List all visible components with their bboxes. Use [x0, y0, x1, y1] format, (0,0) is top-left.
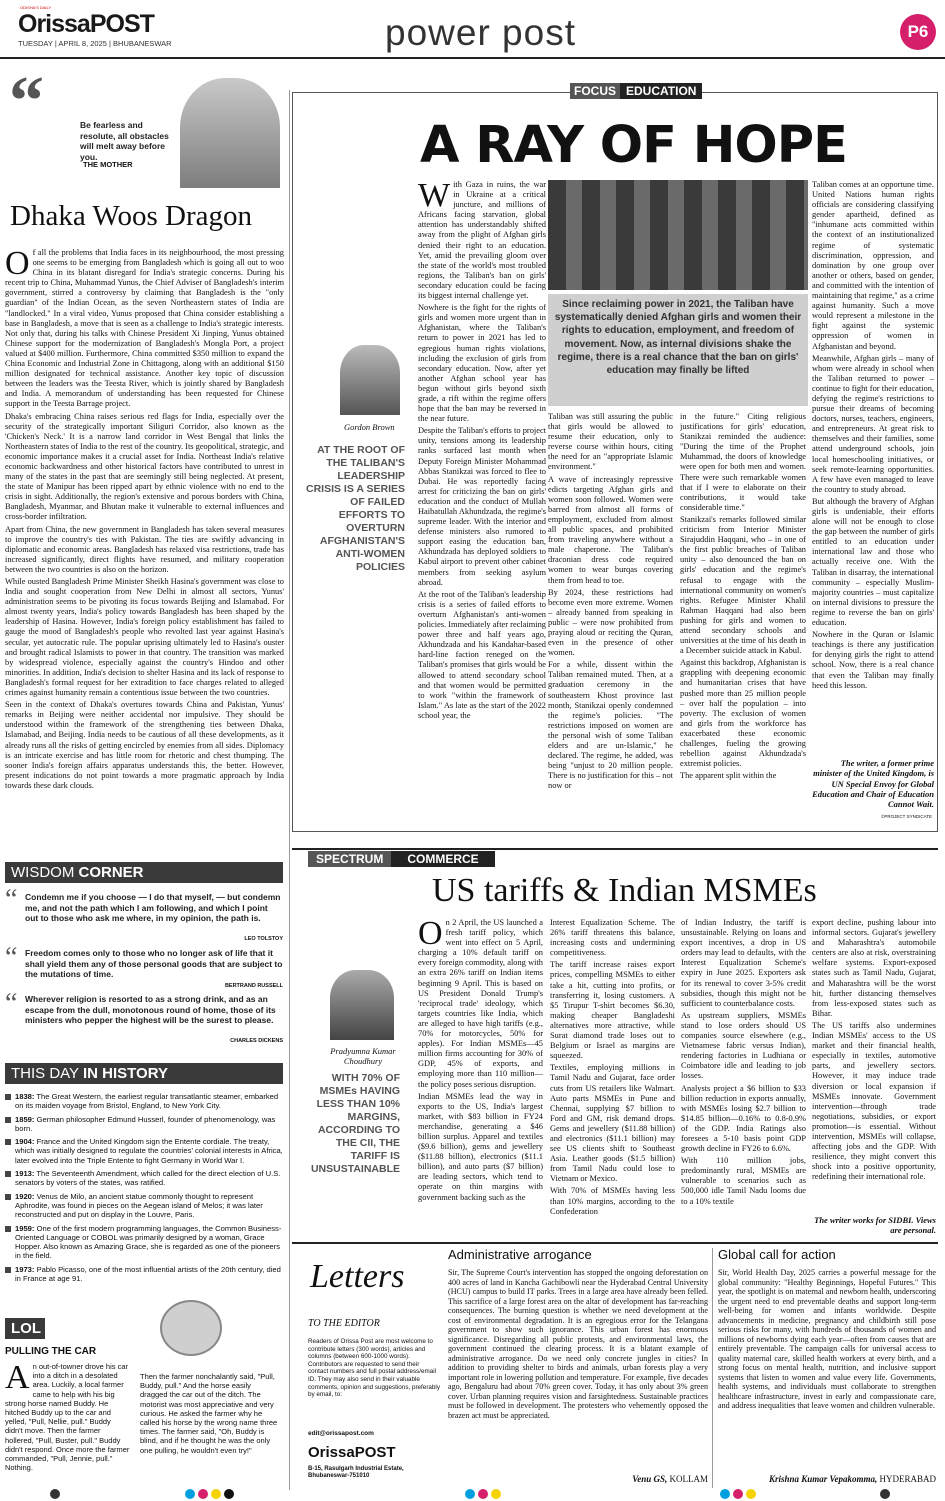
history-item: 1920: Venus de Milo, an ancient statue commonly thought to represent Aphrodite, was found in pieces on the Aegean island of Melos; it was later reconstructed and put on display in the Louvre, Paris.: [5, 1192, 283, 1220]
msme-para: export decline, pushing labour into informal sectors. Gujarat's jewellery and Maharashtra's automobile centers are also at risk, overstraining welfare systems. Export-exposed states such as Tamil Nadu, Gujarat, and Maharashtra will be the worst hit, further distancing themselves from less-exposed states such as Bihar.: [812, 918, 936, 1018]
letter-2-body: Sir, World Health Day, 2025 carries a powerful message for the global community: "Healthy Beginnings, Hopeful Futures." This year, the spotlight is on maternal and newborn health, underscoring the urgent need to end preventable deaths and support long-term well-being for women and infants worldwide. Despite advancements in medicine, pregnancy and childbirth still pose serious risks for many, with hundreds of thousands of women and millions of newborns dying each year—often from causes that are entirely preventable. The campaign calls for universal access to quality maternal care, skilled health workers at every birth, and a strong focus on mental health, nutrition, and inclusive support systems that listen to women and value every life. Governments, health systems, and individuals must collaborate to strengthen healthcare infrastructure, invest in early and compassionate care, and address inequalities that leave women and children vulnerable.: [718, 1268, 936, 1410]
letters-box: [300, 1258, 440, 1488]
registration-mark-icon: [746, 1489, 756, 1499]
lol-header: LOL: [5, 1318, 45, 1339]
quote-mark-icon: “: [5, 988, 18, 1019]
registration-mark-icon: [50, 1489, 60, 1499]
hope-para: The apparent split within the: [680, 771, 777, 781]
registration-mark-icon: [224, 1489, 234, 1499]
hope-para: Despite the Taliban's efforts to project unity, tensions among its leadership ranks surfaced last month when Deputy Foreign Minister Mohammad Abbas Stanikzai was forced to flee to Dubai. He was reportedly facing arrest for criticizing the ban on girls' education and the conduct of Mullah Haibatullah Akhundzada, the regime's supreme leader. With the interior and defense ministers also rumored to support easing the education ban, Akhundzada has deployed soldiers to Kabul airport to prevent other cabinet members from seeking asylum abroad.: [418, 426, 546, 587]
letter-1-signature: Venu GS, KOLLAM: [632, 1474, 708, 1484]
msme-para: of Indian Industry, the tariff is unsustainable. Relying on loans and export incentives, a drop in US orders may lead to defaults, with the Interest Equalization Scheme's expiry in June 2025. Exporters ask for its renewal to cover 3-5% credit subsidies, though this might not be sufficient to counterbalance costs.: [681, 918, 806, 1008]
registration-mark-icon: [720, 1489, 730, 1499]
wisdom-author: BERTRAND RUSSELL: [224, 983, 283, 989]
letter-1-title: Administrative arrogance: [448, 1247, 592, 1262]
hope-para: With Gaza in ruins, the war in Ukraine at a critical juncture, and millions of Africans facing starvation, global attention has understandably shifted away from the plight of Afghan girls denied their right to an education. Yet, amid the prevailing gloom over the state of the world's most troubled regions, the Taliban's ban on girls' secondary education could be facing its biggest internal challenge yet.: [418, 180, 546, 301]
masthead-date: TUESDAY | APRIL 8, 2025 | BHUBANESWAR: [18, 39, 172, 48]
section-rule: [292, 848, 938, 850]
laughing-emoji-icon: [160, 1300, 222, 1356]
msme-pullquote: WITH 70% OF MSMEs HAVING LESS THAN 10% MARGINS, ACCORDING TO THE CII, THE TARIFF IS UNSUSTAINABLE: [310, 1072, 400, 1175]
msme-para: The US tariffs also undermines Indian MSMEs' access to the US market and their financial health, especially in textiles, automotive parts, and jewellery sectors. However, it may induce trade diversion or local expansion if MSMEs innovate. Government intervention—through trade negotiations, subsidies, or export promotion—is essential. Without intervention, MSMEs will collapse, affecting jobs and the GDP. With resilience, they might convert this shock into a positive opportunity, redefining their international role.: [812, 1020, 936, 1182]
msme-col-1: [418, 918, 543, 1238]
hope-para: Stanikzai's remarks followed similar criticism from Interior Minister Sirajuddin Haqqani, who – in one of the first public breaches of Taliban unity – also denounced the ban on girls' education and the regime's refusal to engage with the international community on women's rights. Refugee Minister Khalil Rahman Haqqani had also been pushing for girls and women to attend secondary schools and universities at the time of his death in a December suicide attack in Kabul.: [680, 514, 806, 656]
mother-quote-box: [5, 63, 280, 188]
registration-mark-icon: [185, 1489, 195, 1499]
hope-caption: Since reclaiming power in 2021, the Taliban have systematically denied Afghan girls and women their rights to education, employment, and freedom of movement. Now, as internal divisions shake the regime, there is a real chance that the ban on girls' education may finally be lifted: [548, 294, 808, 406]
msme-author: Pradyumna Kumar Choudhury: [330, 1046, 396, 1066]
msme-para: Textiles, employing millions in Tamil Nadu and Gujarat, face order cuts from US retailers like Walmart. Auto parts MSMEs in Pune and Chennai, supplying $7 billion to Ford and GM, risk demand drops. Gems and jewellery ($11.88 billion) and electronics ($11.1 billion) may see US clients shift to Southeast Asia. Leather goods ($1.5 billion) from Tamil Nadu could lose to Vietnam or Mexico.: [550, 1063, 675, 1184]
hope-author: Gordon Brown: [344, 422, 395, 432]
wisdom-author: LEO TOLSTOY: [244, 936, 283, 942]
hope-pullquote: AT THE ROOT OF THE TALIBAN'S LEADERSHIP CRISIS IS A SERIES OF FAILED EFFORTS TO OVERTURN AFGHANISTAN'S ANTI-WOMEN POLICIES: [306, 444, 405, 573]
registration-mark-icon: [733, 1489, 743, 1499]
hope-para: At the root of the Taliban's leadership crisis is a series of failed efforts to overturn Afghanistan's anti-women policies. Immediately after reclaiming power three and half years ago, Akhundzada and his Kandahar-based hard-line faction reneged on the Taliban's promises that girls would be allowed to attend secondary school and that women would be permitted to work "within the framework of Islam." As late as the start of the 2022 school year, the: [418, 589, 546, 720]
wisdom-corner-header: WISDOM CORNER: [5, 862, 283, 883]
msme-para: Indian MSMEs lead the way in exports to the US, India's largest market, with $83 billion in FY24 merchandise, generating a $46 billion surplus. Apparel and textiles ($9.6 billion), gems and jewellery ($11.88 billion), electronics ($11.1 billion), and auto parts ($7 billion) are leading sectors, which tend to operate on thin margins with government backing such as the: [418, 1091, 543, 1202]
letters-address: B-15, Rasulgarh Industrial Estate, Bhubaneswar-751010: [308, 1466, 404, 1480]
page-number-badge: P6: [900, 14, 936, 50]
registration-mark-icon: [478, 1489, 488, 1499]
lol-heading: PULLING THE CAR: [5, 1346, 97, 1357]
msme-para: On 2 April, the US launched a fresh tariff policy, which went into effect on 5 April, charging a 10% default tariff on every foreign commodity, along with an extra 26% tariff on Indian items beginning 9 April. This is based on US President Donald Trump's 'reciprocal trade' ideology, which targets countries like India, which are alleged to have high tariffs (e.g., 70% for motorcycles, 50% for apples). For Indian MSMEs—45 million firms accounting for 30% of GDP, 45% of exports, and employing more than 110 million—the policy poses serious disruption.: [418, 918, 543, 1089]
msme-title: US tariffs & Indian MSMEs: [432, 872, 817, 909]
hope-para: For a while, dissent within the Taliban remained muted. Then, at a graduation ceremony in the southeastern Khost province last month, Stanikzai openly condemned the regime's policies. "The restrictions imposed on women are the personal wish of some Taliban elders and are un-Islamic," he declared. The regime, he added, was being "unjust to 20 million people. There is no justification for this – not now or: [548, 660, 673, 791]
hope-credit: ©PROJECT SYNDICATE: [881, 814, 932, 819]
hope-para: By 2024, these restrictions had become even more extreme. Women – already banned from speaking in public – were now prohibited from praying aloud or reciting the Quran, even in the presence of other women.: [548, 587, 673, 658]
wisdom-corner-list: [5, 884, 283, 1050]
mother-author: THE MOTHER: [83, 160, 133, 169]
masthead: [0, 0, 945, 58]
letters-info: Readers of Orissa Post are most welcome to contribute letters (300 words), articles and columns (between 600-1000 words). Contributors are requested to send their contact numbers and full postal address/email ID. They may also send in their valuable comments, opinion and suggestions, preferably by email, to:: [308, 1338, 440, 1399]
editorial-para: Apart from China, the new government in Bangladesh has taken several measures to improve the country's ties with Pakistan. The ties are swiftly advancing in diplomatic and economic areas. Bangladesh has relaxed visa restrictions, trade has increased significantly, direct flights have resumed, and military cooperation between the two countries is also on the horizon.: [5, 524, 284, 574]
column-divider: [712, 1248, 713, 1488]
mother-portrait: [180, 78, 280, 188]
masthead-tagline: ODISHA'S DAILY: [20, 5, 52, 10]
masthead-logo: OrissaPOST: [18, 10, 154, 38]
letters-subtitle: TO THE EDITOR: [308, 1318, 380, 1329]
registration-mark-icon: [198, 1489, 208, 1499]
letters-logo: Letters: [310, 1258, 405, 1295]
editorial-body: [5, 248, 284, 838]
section-rule: [292, 1242, 938, 1244]
hope-para: But although the bravery of Afghan girls is undeniable, their efforts alone will not be enough to close the gap between the number of girls entitled to an education under international law and those who actually receive one. With the Taliban in disarray, the international community – especially Muslim-majority countries – must capitalize on internal divisions to pressure the regime to reverse the ban on girls' education.: [812, 496, 934, 628]
editorial-para: While ousted Bangladesh Prime Minister Sheikh Hasina's government was close to India and sought cooperation from New Delhi in almost all sectors, Yunus' administration seems to be pivoting its focus towards Beijing and Islamabad. For almost twenty years, India's policy towards Bangladesh has been shaped by the leadership of Hasina. However, India's foreign policy establishment has failed to gauge the mood of Bangladesh's people who revolted last year against Hasina's secular, yet autocratic rule. The popular uprising ultimately led to Hasina's ouster and brought radical Islamists to power in that country. The transition was marked by widespread violence, especially against the country's Hindoo and other minorities. In addition, India's decision to shelter Hasina and its lack of response to Bangladesh's formal request for her extradition to face charges related to alleged crimes against humanity remain a contentious issue between the two countries.: [5, 577, 284, 698]
editorial-para: Seen in the context of Dhaka's overtures towards China and Pakistan, Yunus' remarks in Beijing were neither accidental nor impulsive. They should be understood within the framework of the strengthening ties between Dhaka, Islamabad, and Beijing. India needs to be cautious of all these developments, as it already runs all the risks of getting encircled by enemies from all sides. Diplomacy is an intricate exercise and has little room for rhetoric and chest thumping. The sooner India's foreign affairs apparatus understands this, the better. However, present indications do not point towards a more pragmatic approach by India towards these dark clouds.: [5, 700, 284, 790]
hope-para: Nowhere in the Quran or Islamic teachings is there any justification for denying girls the right to attend school. Now, there is a real chance that even the Taliban may finally heed this lesson.: [812, 630, 934, 690]
registration-mark-icon: [880, 1489, 890, 1499]
history-item: 1838: The Great Western, the earliest regular transatlantic steamer, embarked on its maiden voyage from Bristol, England, to New York City.: [5, 1092, 283, 1111]
hope-title: A RAY OF HOPE: [420, 116, 847, 175]
msme-col-4: [812, 918, 936, 1208]
history-item: 1913: The Seventeenth Amendment, which called for the direct election of U.S. senators by voters of the states, was ratified.: [5, 1169, 283, 1188]
registration-mark-icon: [465, 1489, 475, 1499]
hope-para: Taliban comes at an opportune time. United Nations human rights officials are considering classifying gender apartheid, defined as "inhumane acts committed within the context of an institutionalized regime of systematic discrimination, oppression, and domination by one group over another or others, based on gender, and committed with the intention of maintaining that regime," as a crime against humanity. Such a move would represent a milestone in the fight against the systemic oppression of women in Afghanistan and beyond.: [812, 180, 934, 351]
letter-2-signature: Krishna Kumar Vepakomma, HYDERABAD: [768, 1474, 936, 1484]
hope-para: in the future." Citing religious justifications for girls' education, Stanikzai reminded the audience: "During the time of the Prophet Muhammad, the doors of knowledge were open for both men and women. There were such remarkable women that if I were to elaborate on their contributions, it would take considerable time.": [680, 412, 806, 512]
msme-para: The tariff increase raises export prices, compelling MSMEs to either take a hit, cutting into profits, or transferring it, losing customers. A $5 Tirupur T-shirt becomes $6.30, making cheaper Bangladeshi alternatives more attractive, while Surat diamond trade loses out to Belgium or Israel as margins are squeezed.: [550, 960, 675, 1061]
hope-para: A wave of increasingly repressive edicts targeting Afghan girls and women soon followed. Women were barred from almost all forms of employment, excluded from almost all public spaces, and prohibited from traveling anywhere without a male chaperone. The Taliban's draconian dress code required women to wear burqas covering them from head to toe.: [548, 474, 673, 585]
letter-2-title: Global call for action: [718, 1247, 836, 1262]
history-item: 1959: One of the first modern programming languages, the Common Business-Oriented Language or COBOL was primarily designed by a woman, Grace Hopper. Also known as Amazing Grace, she is regarded as one of the pioneers in the field.: [5, 1224, 283, 1261]
msme-para: Interest Equalization Scheme. The 26% tariff threatens this balance, increasing costs and undermining competitiveness.: [550, 918, 675, 958]
msme-para: As upstream suppliers, MSMEs stand to lose orders should US companies source elsewhere (e.g., Vietnamese fabric versus Indian), rendering factories in Ludhiana or Coimbatore idle and leading to job losses.: [681, 1010, 806, 1081]
section-title: power post: [385, 12, 576, 53]
quote-mark-icon: “: [5, 884, 18, 915]
wisdom-quote: Freedom comes only to those who no longer ask of life that it shall yield them any of those personal goods that are subject to the mutations of time.: [25, 948, 283, 979]
registration-mark-icon: [211, 1489, 221, 1499]
hope-col-3: [680, 412, 806, 827]
column-divider: [289, 90, 290, 1490]
msme-col-3: [681, 918, 806, 1238]
history-item: 1859: German philosopher Edmund Husserl, founder of phenomenology, was born.: [5, 1115, 283, 1134]
hope-para: Against this backdrop, Afghanistan is grappling with deepening economic and humanitarian crises that have pushed more than 25 million people – over half the population – into poverty. The exclusion of women and girls from the workforce has exacerbated these economic challenges, fueling the growing rebellion against Akhundzada's extremist policies.: [680, 658, 806, 769]
afghan-girls-photo: [548, 180, 808, 290]
hope-col-1: [418, 180, 546, 825]
letters-brand-logo: OrissaPOST: [308, 1444, 396, 1461]
editorial-title: Dhaka Woos Dragon: [10, 200, 252, 232]
author-portrait: [340, 345, 400, 415]
hope-bio: The writer, a former prime minister of the United Kingdom, is UN Special Envoy for Global Education and Chair of Education Cannot Wait.: [812, 758, 934, 810]
msme-bio: The writer works for SIDBI. Views are personal.: [814, 1215, 936, 1236]
msme-para: With 70% of MSMEs having less than 10% margins, according to the Confederation: [550, 1186, 675, 1216]
lol-text: Then the farmer nonchalantly said, "Pull, Buddy, pull." And the horse easily dragged the car out of the ditch. The motorist was most appreciative and very curious. He asked the farmer why he called his horse by the wrong name three times. The farmer said, "Oh, Buddy is blind, and if he thought he was the only one pulling, he wouldn't even try!": [140, 1372, 278, 1455]
quote-mark-icon: “: [5, 942, 18, 973]
letter-1-body: Sir, The Supreme Court's intervention has stopped the ongoing deforestation on 400 acres of land in Kancha Gachibowli near the Hyderabad Central University (HCU) campus to build IT parks. Trees in a large area have already been felled. This sacrifice of a large forest area on the altar of development has far-reaching consequences. The burning question is whether we need development at the cost of environmental degradation. It is an egregious error for the Telangana government to show such ignorance. This urban forest has enormous significance. Disregarding all public protests, and environmental laws, the government continued the clearing process. It is a blatant example of administrative arrogance. Do we need only concrete jungles in cities? In addition to providing shelter to birds and animals, urban forests play a very important role in lowering pollution and temperature. For example, five decades ago, Bengaluru had about 70% green cover. Today, it has only about 3% green cover. Urban planning requires vision and farsightedness. Sustainable practices must be followed in development. The protesters who vehemently opposed the brazen act must be appreciated.: [448, 1268, 708, 1420]
mother-quote-text: Be fearless and resolute, all obstacles will melt away before you.: [80, 120, 169, 162]
hope-col-4: [812, 180, 934, 725]
hope-para: Nowhere is the fight for the rights of girls and women more urgent than in Afghanistan, where the Taliban's return to power in 2021 has led to egregious human rights violations, including the exclusion of girls from secondary education. Now, after yet another Afghan school year has begun without girls beyond sixth grade, a rift within the regime offers hope that the ban may be reversed in the near future.: [418, 303, 546, 424]
hope-tag: FOCUS EDUCATION: [570, 84, 702, 98]
lol-text: An out-of-towner drove his car into a ditch in a desolated area. Luckily, a local farmer came to help with his big strong horse named Buddy. He hitched Buddy up to the car and yelled, "Pull, Nellie, pull." Buddy didn't move. Then the farmer hollered, "Pull, Buster, pull." Buddy didn't respond. Once more the farmer commanded, "Pull, Jennie, pull." Nothing.: [5, 1359, 130, 1473]
editorial-para: Dhaka's embracing China raises serious red flags for India, especially over the security of the strategically important Siliguri Corridor, also known as the 'Chicken's Neck.' It is a narrow land corridor in West Bengal that links the Northeastern states of India to the rest of the country. Its geopolitical, strategic, and economic importance makes it a crucial asset for India. Northeast India's relative economic backwardness and other historical factors have contributed to unrest in many of the states in the past that are seemingly still being neglected. At present, the state of Manipur has been ripped apart by ethnic violence with no end to the crisis in sight. Additionally, the region's extensive and porous borders with China, Bangladesh, Myanmar, and Bhutan make it vulnerable to external influences and cross-border infiltration.: [5, 411, 284, 522]
hope-para: Meanwhile, Afghan girls – many of whom were already in school when the Taliban returned to power – continue to fight for their education, defying the regime's restrictions to pursue their dreams of becoming doctors, nurses, teachers, engineers, and entrepreneurs. At great risk to themselves and their families, some attend underground schools, join local homeschooling initiatives, or seek remote-learning opportunities. A few have even managed to leave the country to study abroad.: [812, 353, 934, 494]
history-item: 1904: France and the United Kingdom sign the Entente cordiale. The treaty, which was initially designed to regulate the countries' colonial interests in Africa, later evolved into the Triple Entente to fight Germany in World War I.: [5, 1137, 283, 1165]
wisdom-author: CHARLES DICKENS: [230, 1038, 283, 1044]
wisdom-quote: Condemn me if you choose — I do that myself, — but condemn me, and not the path which I am following, and which I point out to those who ask me where, in my opinion, the path is.: [25, 892, 281, 923]
history-list: [5, 1092, 283, 1304]
msme-col-2: [550, 918, 675, 1238]
hope-para: Taliban was still assuring the public that girls would be allowed to resume their education, only to reverse course within hours, citing the need for an "appropriate Islamic environment.": [548, 412, 673, 472]
history-header: THIS DAY IN HISTORY: [5, 1063, 283, 1084]
author-portrait: [330, 970, 394, 1040]
masthead-rule: [0, 57, 945, 59]
letters-email: edit@orissapost.com: [308, 1430, 374, 1437]
editorial-para: Of all the problems that India faces in its neighbourhood, the most pressing one seems to be emerging from Bangladesh which is going all out to woo China in its blatant disregard for India's strategic concerns. During his recent trip to China, Muhammad Yunus, the Chief Adviser of Bangladesh's interim government, stirred a controversy by claiming that Bangladesh is the "only guardian" of the Indian Ocean, as the seven Northeastern states of India are "landlocked." In a viral video, Yunus proposed that China consider establishing a base in Bangladesh, a move that is seen as a challenge to India's strategic interests. Not only that, during his talks with Chinese President Xi Jinping, Yunus obtained Chinese support for the modernization of Bangladesh's Mongla Port, a project valued at $400 million. Furthermore, China committed $350 million to expand the China Economic and Industrial Zone in Chittagong, along with an additional $150 million designated for technical assistance. Another key topic of discussion between the leaders was the Teesta River, which is jointly shared by Bangladesh and India. A memorandum of understanding has been requested for Chinese support in the Teesta Barrage project.: [5, 248, 284, 409]
msme-tag: SPECTRUM COMMERCE: [308, 852, 495, 866]
msme-para: With 110 million jobs, predominantly rural, MSMEs are vulnerable to scenarios such as 500,000 idle Tamil Nadu looms due to a 10% textile: [681, 1156, 806, 1206]
hope-col-2: [548, 412, 673, 827]
quote-mark-icon: “: [9, 63, 44, 140]
msme-para: Analysts project a $6 billion to $33 billion reduction in exports annually, with MSMEs losing $2.7 billion to $14.85 billion—0.16% to 0.8-0.9% of the GDP. India Ratings also foresees a 5-10 basis point GDP growth decline in FY26 to 6.6%.: [681, 1083, 806, 1154]
registration-mark-icon: [491, 1489, 501, 1499]
wisdom-quote: Wherever religion is resorted to as a strong drink, and as an escape from the dull, monotonous round of home, those of its ministers who pepper the highest will be the surest to please.: [25, 994, 276, 1025]
history-item: 1973: Pablo Picasso, one of the most influential artists of the 20th century, died in France at age 91.: [5, 1265, 283, 1284]
